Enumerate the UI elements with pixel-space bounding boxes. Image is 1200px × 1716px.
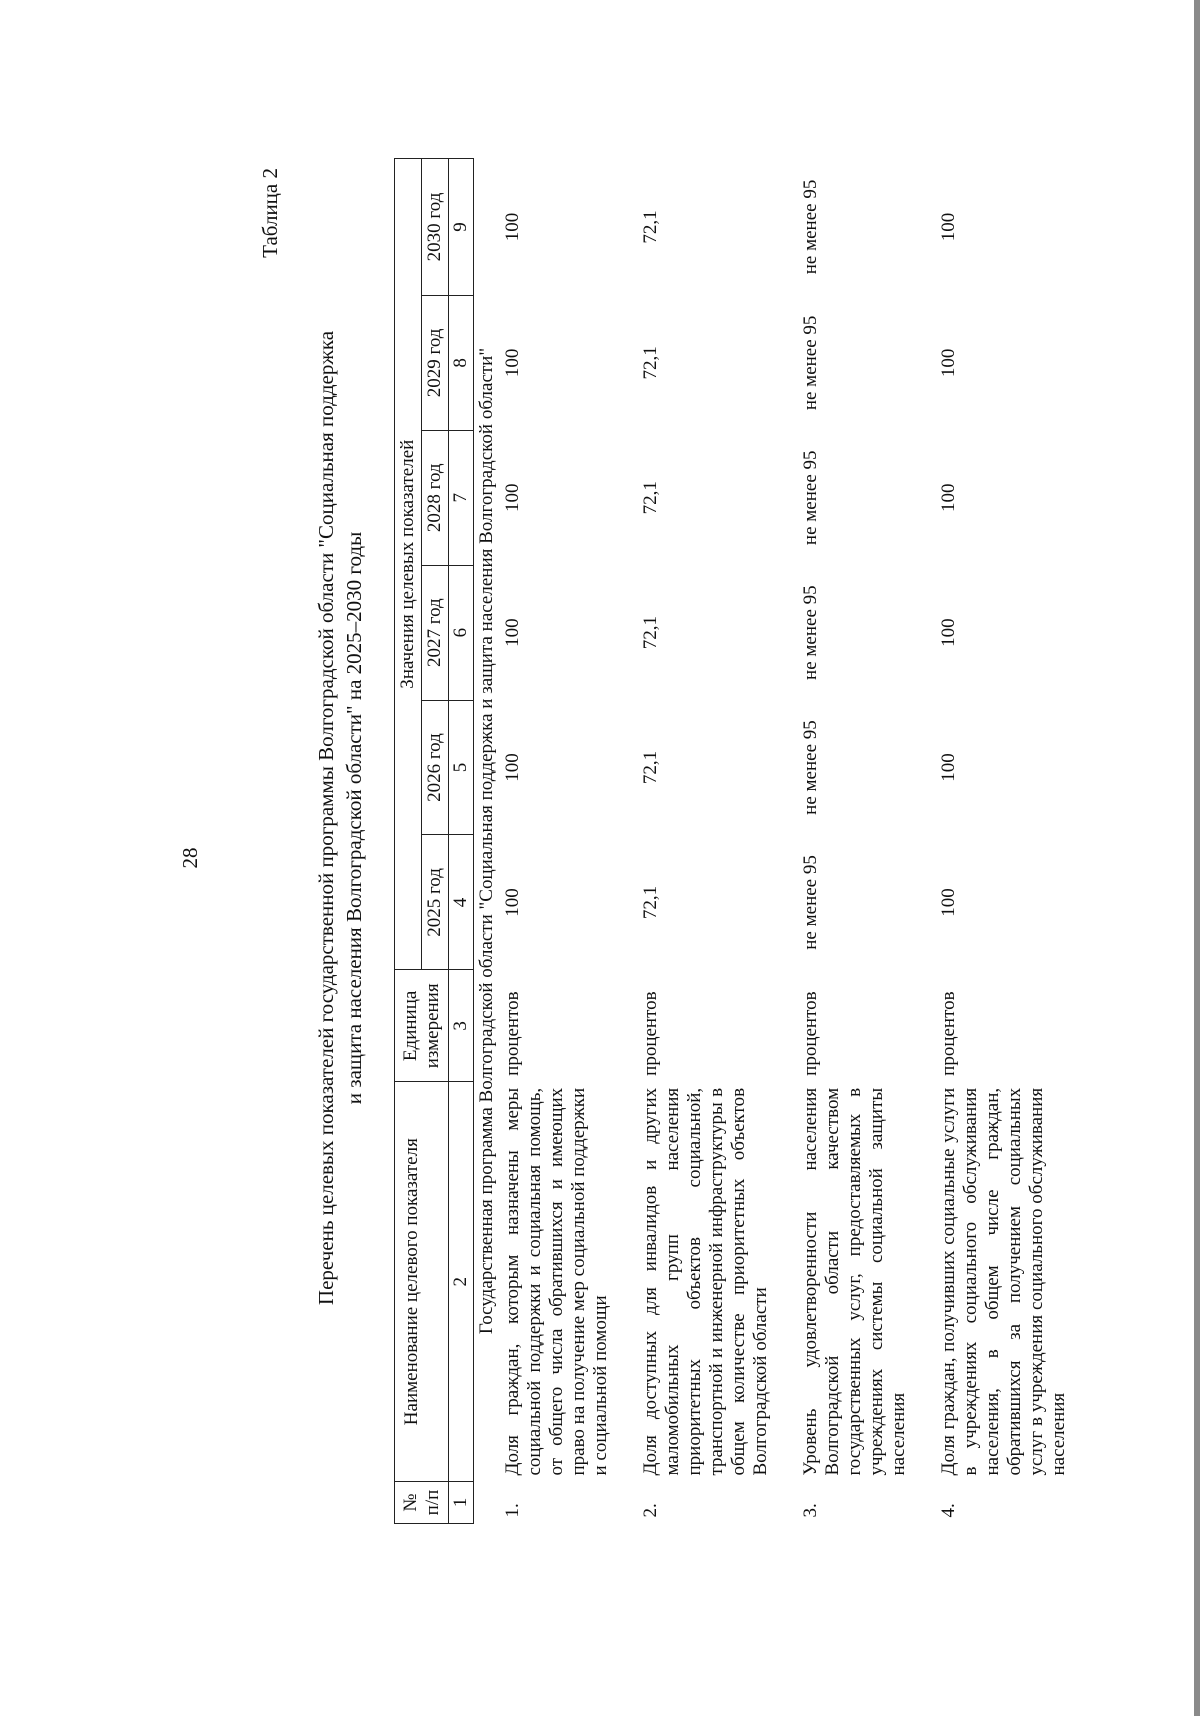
value-2028: 72,1 (640, 481, 661, 515)
indicator-unit: процентов (640, 991, 661, 1076)
title-line-2: и защита населения Волгоградской области" на 2025–2030 годы (342, 531, 366, 1105)
column-number: 1 (449, 1482, 474, 1524)
rotated-content (100, 58, 1100, 1658)
value-2028: 100 (502, 483, 523, 513)
table-row (638, 159, 798, 1524)
table-label: Таблица 2 (258, 168, 282, 258)
value-2030: не менее 95 (800, 179, 821, 275)
scan-edge (1194, 0, 1200, 1716)
indicators-table (394, 158, 1096, 1524)
header-year-2027: 2027 год (422, 565, 449, 700)
column-number: 6 (449, 565, 474, 700)
row-number: 3. (800, 1503, 821, 1518)
indicator-name: Доля граждан, которым назначены меры социальной поддержки и социальная помощь, от общего числа обратившихся и имеющих право на получение мер социальной поддержки и социальной помощи (502, 1087, 611, 1476)
column-numbers-row (449, 159, 474, 1524)
table-row (936, 159, 1096, 1524)
value-2026: 100 (502, 753, 523, 782)
value-2025: не менее 95 (800, 855, 821, 950)
value-2026: 100 (938, 753, 959, 782)
column-number: 2 (449, 1082, 474, 1482)
section-title: Государственная программа Волгоградской области "Социальная поддержка и защита населения Волгоградской области" (476, 347, 497, 1335)
value-2030: 72,1 (640, 210, 661, 244)
value-2029: 100 (938, 348, 959, 378)
row-number: 2. (640, 1503, 661, 1518)
value-2027: 72,1 (640, 616, 661, 650)
value-2027: не менее 95 (800, 585, 821, 680)
indicator-unit: процентов (938, 991, 959, 1076)
page-number: 28 (178, 847, 202, 869)
header-name: Наименование целевого показателя (395, 1082, 449, 1482)
column-number: 5 (449, 700, 474, 835)
indicator-unit: процентов (502, 991, 523, 1076)
value-2025: 100 (502, 888, 523, 917)
header-year-2029: 2029 год (422, 295, 449, 430)
header-year-2028: 2028 год (422, 430, 449, 565)
column-number: 8 (449, 295, 474, 430)
value-2027: 100 (938, 618, 959, 647)
header-year-2026: 2026 год (422, 700, 449, 835)
value-2030: 100 (502, 212, 523, 242)
header-year-2030: 2030 год (422, 159, 449, 296)
header-values-group: Значения целевых показателей (395, 159, 422, 970)
column-number: 7 (449, 430, 474, 565)
header-year-2025: 2025 год (422, 835, 449, 970)
value-2026: не менее 95 (800, 720, 821, 815)
section-row (474, 159, 501, 1524)
indicator-name: Доля доступных для инвалидов и других маломобильных групп населения приоритетных объектов социальной, транспортной и инженерной инфраструктуры в общем количестве приоритетных объектов Волгоградской области (640, 1087, 771, 1476)
table-row (500, 159, 638, 1524)
value-2025: 100 (938, 888, 959, 917)
header-num: № п/п (395, 1482, 449, 1524)
header-row-1 (395, 159, 422, 1524)
title-line-1: Перечень целевых показателей государственной программы Волгоградской области "Социальная поддержка (314, 330, 338, 1306)
document-title (312, 118, 368, 1518)
column-number: 9 (449, 159, 474, 296)
value-2029: 72,1 (640, 346, 661, 380)
value-2029: 100 (502, 348, 523, 378)
table-row (798, 159, 936, 1524)
header-unit: Единица измерения (395, 970, 449, 1082)
value-2027: 100 (502, 618, 523, 647)
column-number: 3 (449, 970, 474, 1082)
indicator-unit: процентов (800, 991, 821, 1076)
indicator-name: Доля граждан, получивших социальные услуги в учреждениях социального обслуживания населения, в общем числе граждан, обратившихся за получением социальных услуг в учреждения социального обслуживания населения (938, 1087, 1069, 1476)
value-2028: 100 (938, 483, 959, 513)
column-number: 4 (449, 835, 474, 970)
indicator-name: Уровень удовлетворенности населения Волгоградской области качеством государственных услуг, предоставляемых в учреждениях системы социальной защиты населения (800, 1087, 909, 1476)
value-2030: 100 (938, 212, 959, 242)
value-2025: 72,1 (640, 885, 661, 920)
value-2029: не менее 95 (800, 315, 821, 411)
row-number: 1. (502, 1503, 523, 1518)
row-number: 4. (938, 1503, 959, 1518)
value-2026: 72,1 (640, 750, 661, 785)
value-2028: не менее 95 (800, 450, 821, 546)
